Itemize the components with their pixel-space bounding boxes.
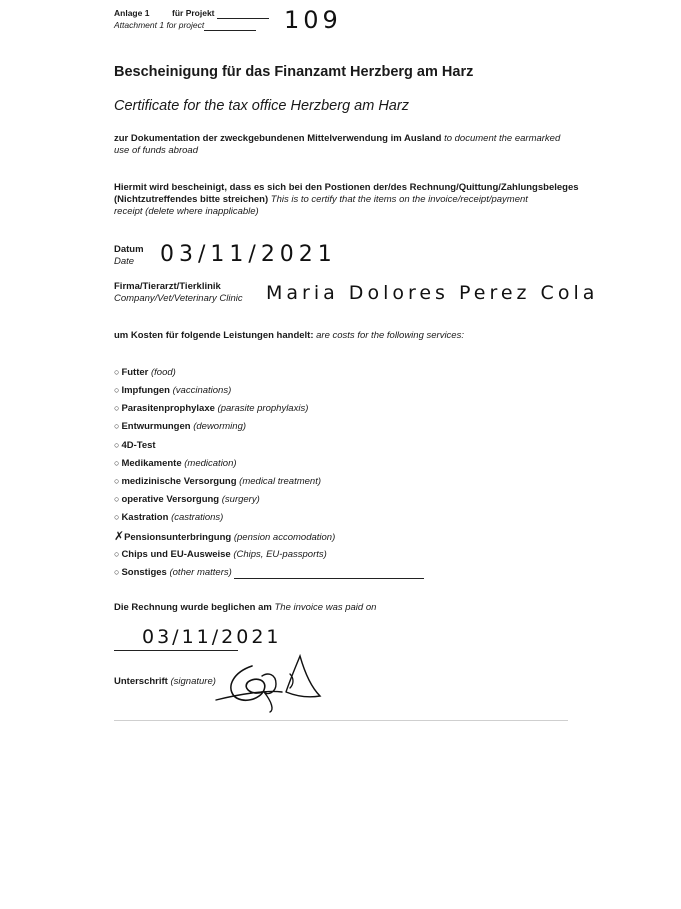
company-label: Firma/Tierarzt/Tierklinik Company/Vet/Veterinary Clinic: [114, 281, 243, 304]
circle-checkbox-icon[interactable]: ○: [114, 403, 120, 413]
list-item: ○ Entwurmungen (deworming): [114, 421, 247, 432]
list-item: ○ Futter (food): [114, 367, 176, 378]
circle-checkbox-icon[interactable]: ○: [114, 421, 120, 431]
circle-checkbox-icon[interactable]: ○: [114, 512, 120, 522]
project-number-handwritten: 109: [284, 6, 342, 34]
crossed-checkbox-icon[interactable]: ✗: [114, 529, 125, 543]
circle-checkbox-icon[interactable]: ○: [114, 440, 120, 450]
list-item-checked: ✗Pensionsunterbringung (pension accomodation): [114, 529, 336, 543]
attachment-label-en: Attachment 1 for project: [114, 20, 256, 31]
certification-text: Hiermit wird bescheinigt, dass es sich bei den Postionen der/des Rechnung/Quittung/Zahlungsbeleges (Nichtzutreffendes bitte streichen) This is to certify that the items on the invoice/receipt/payment receipt (delete where inapplicable): [114, 182, 579, 217]
circle-checkbox-icon[interactable]: ○: [114, 476, 120, 486]
list-item: ○ Kastration (castrations): [114, 512, 224, 523]
list-item: ○ medizinische Versorgung (medical treatment): [114, 476, 322, 487]
page-title: Bescheinigung für das Finanzamt Herzberg am Harz: [114, 64, 474, 80]
projekt-label: für Projekt: [172, 8, 269, 19]
list-item: ○ 4D-Test: [114, 440, 156, 451]
list-item: ○ Chips und EU-Ausweise (Chips, EU-passports): [114, 549, 327, 560]
paid-date-handwritten: 03/11/2021: [142, 626, 282, 648]
date-value-handwritten: 03/11/2021: [160, 242, 337, 267]
circle-checkbox-icon[interactable]: ○: [114, 494, 120, 504]
circle-checkbox-icon[interactable]: ○: [114, 567, 120, 577]
list-item: ○ Impfungen (vaccinations): [114, 385, 232, 396]
services-intro: um Kosten für folgende Leistungen handelt: are costs for the following services:: [114, 330, 464, 341]
list-item: ○ operative Versorgung (surgery): [114, 494, 260, 505]
circle-checkbox-icon[interactable]: ○: [114, 458, 120, 468]
signature-label: Unterschrift (signature): [114, 676, 216, 687]
list-item: ○ Sonstiges (other matters): [114, 566, 424, 579]
paid-label: Die Rechnung wurde beglichen am The invoice was paid on: [114, 602, 377, 613]
date-label: Datum Date: [114, 244, 144, 267]
footer-divider: [114, 720, 568, 721]
signature-drawing: [212, 652, 324, 714]
circle-checkbox-icon[interactable]: ○: [114, 549, 120, 559]
paid-date-line: [114, 650, 238, 651]
circle-checkbox-icon[interactable]: ○: [114, 367, 120, 377]
company-value-handwritten: Maria Dolores Perez Cola: [266, 282, 599, 304]
list-item: ○ Medikamente (medication): [114, 458, 237, 469]
page-subtitle: Certificate for the tax office Herzberg am Harz: [114, 98, 409, 114]
list-item: ○ Parasitenprophylaxe (parasite prophylaxis): [114, 403, 309, 414]
circle-checkbox-icon[interactable]: ○: [114, 385, 120, 395]
anlage-label: Anlage 1: [114, 8, 150, 18]
documentation-intro: zur Dokumentation der zweckgebundenen Mittelverwendung im Ausland to document the earmarked use of funds abroad: [114, 133, 561, 156]
